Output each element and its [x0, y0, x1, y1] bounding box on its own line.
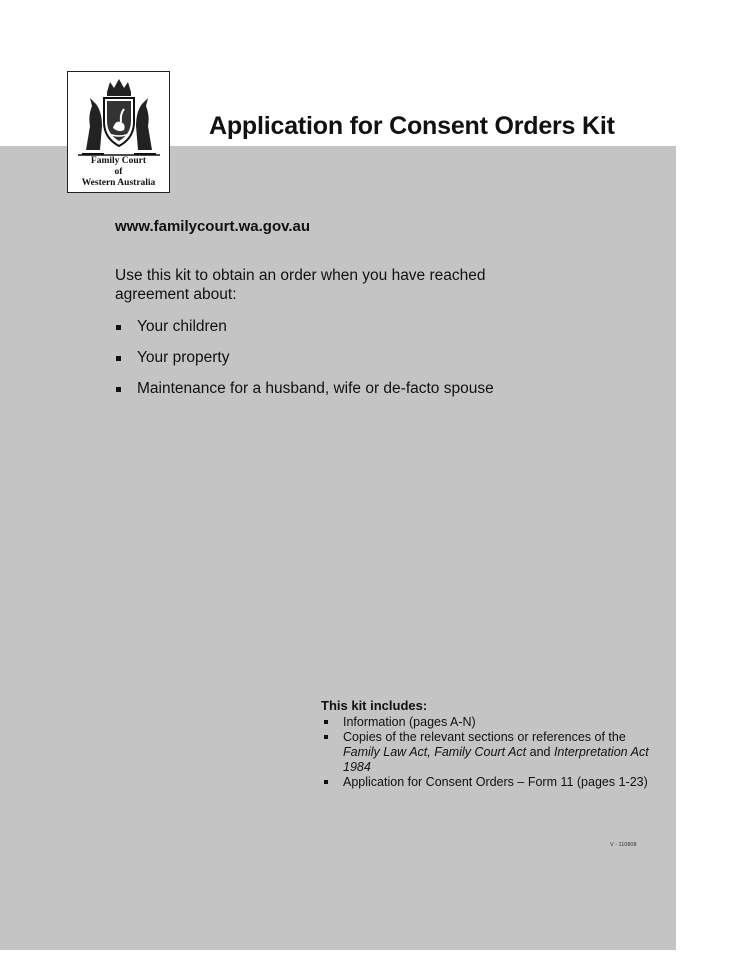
act-names: Family Law Act, Family Court Act	[343, 745, 527, 759]
list-item	[115, 380, 494, 411]
list-item-text: and	[526, 745, 554, 759]
logo-caption-line: Western Australia	[81, 178, 156, 188]
bullet-icon	[324, 735, 328, 739]
list-item	[321, 730, 651, 775]
includes-heading: This kit includes:	[321, 698, 428, 713]
agreement-list	[115, 318, 494, 411]
logo-caption	[68, 156, 169, 189]
list-item-text: Information (pages A-N)	[343, 715, 476, 729]
list-item-text: Application for Consent Orders – Form 11 (pages 1-23)	[343, 775, 648, 789]
intro-paragraph: Use this kit to obtain an order when you have reached agreement about:	[115, 267, 486, 303]
bullet-icon	[116, 325, 121, 330]
bullet-icon	[116, 356, 121, 361]
list-item-text: Your property	[137, 349, 230, 366]
logo-caption-line: of	[114, 167, 123, 177]
family-court-logo	[67, 71, 170, 193]
includes-list	[321, 715, 651, 790]
list-item	[321, 715, 651, 730]
website-url: www.familycourt.wa.gov.au	[115, 218, 311, 235]
list-item	[115, 318, 494, 349]
version-code: V - 110808	[610, 842, 637, 848]
logo-caption-line: Family Court	[90, 156, 147, 166]
list-item	[321, 775, 651, 790]
kit-includes-box	[321, 698, 651, 790]
list-item-text: Copies of the relevant sections or references of the	[343, 730, 626, 744]
bullet-icon	[324, 720, 328, 724]
act-name: Interpretation Act 1984	[343, 745, 649, 774]
list-item	[115, 349, 494, 380]
bullet-icon	[324, 780, 328, 784]
list-item-text: Your children	[137, 318, 227, 335]
document-title: Application for Consent Orders Kit	[209, 112, 615, 140]
bullet-icon	[116, 387, 121, 392]
coat-of-arms-icon	[74, 76, 164, 156]
list-item-text: Maintenance for a husband, wife or de-facto spouse	[137, 380, 494, 397]
